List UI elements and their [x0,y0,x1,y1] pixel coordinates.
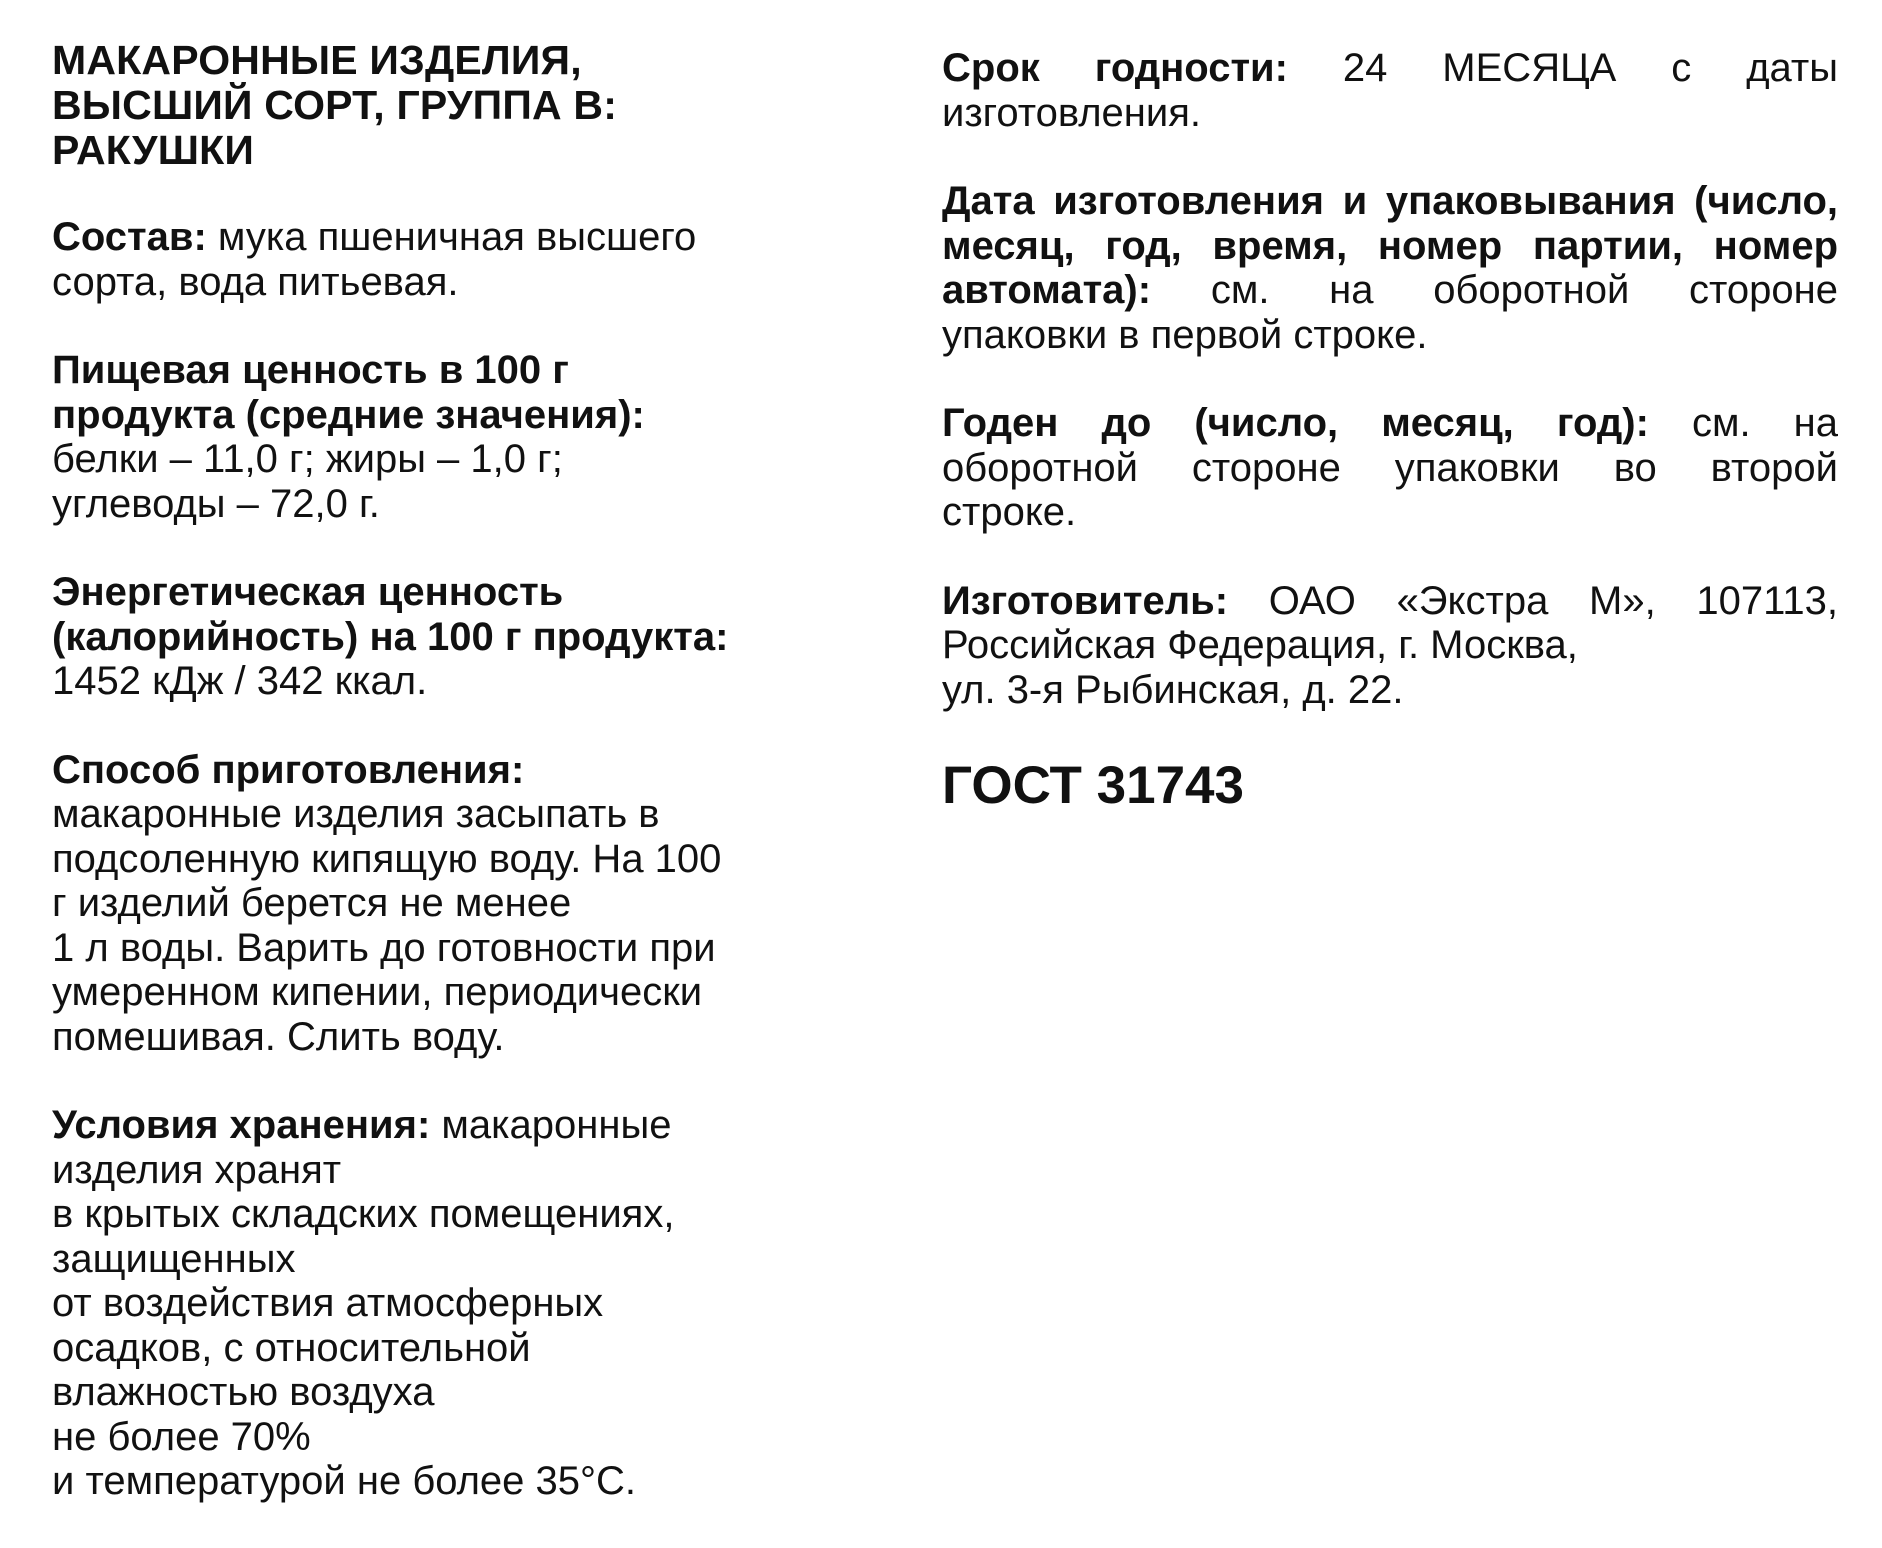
preparation-section [52,748,822,1060]
composition-label: Состав: [52,215,207,259]
preparation-text: умеренном кипении, периодически [52,970,703,1014]
nutrition-values: углеводы – 72,0 г. [52,481,380,526]
preparation-text: 1 л воды. Варить до готовности при [52,925,716,970]
manufacture-date-label: автомата): [942,268,1152,312]
storage-label: Условия хранения: [52,1103,431,1147]
manufacturer-section [942,579,1838,713]
storage-text: от воздействия атмосферных [52,1281,604,1325]
right-column [942,46,1838,816]
storage-text: влажностью воздуха [52,1370,435,1414]
manufacture-date-text: см. на оборотной стороне [1151,268,1838,312]
best-before-section [942,401,1838,535]
preparation-text: макаронные изделия засыпать в [52,792,660,836]
best-before-text: оборотной стороне упаковки во второй [942,445,1838,490]
manufacture-date-text: упаковки в первой строке. [942,312,1428,357]
energy-label: (калорийность) на 100 г продукта: [52,614,729,659]
storage-text: в крытых складских помещениях, [52,1192,675,1236]
shelf-life-label: Срок годности: [942,46,1288,90]
manufacture-date-label: месяц, год, время, номер партии, номер [942,223,1838,268]
preparation-label: Способ приготовления: [52,747,525,792]
manufacture-date-label: Дата изготовления и упаковывания (число, [942,179,1838,223]
energy-section [52,570,822,704]
gost-standard: ГОСТ 31743 [942,756,1245,815]
energy-value: 1452 кДж / 342 ккал. [52,659,428,703]
composition-section [52,215,822,304]
shelf-life-section [942,46,1838,135]
storage-text: не более 70% [52,1414,311,1459]
storage-text: и температурой не более 35°С. [52,1459,637,1503]
manufacture-date-section [942,179,1838,357]
best-before-text: строке. [942,490,1077,534]
manufacturer-text: ул. 3-я Рыбинская, д. 22. [942,667,1404,712]
preparation-text: помешивая. Слить воду. [52,1014,505,1059]
shelf-life-text: изготовления. [942,90,1202,135]
storage-text: защищенных [52,1236,296,1281]
preparation-text: г изделий берется не менее [52,881,572,925]
composition-text: сорта, вода питьевая. [52,259,459,304]
storage-section [52,1103,822,1504]
storage-text: макаронные [430,1103,672,1147]
product-title [52,38,822,173]
left-column [52,38,822,1548]
manufacturer-label: Изготовитель: [942,578,1229,623]
nutrition-values: белки – 11,0 г; жиры – 1,0 г; [52,437,563,481]
shelf-life-text: 24 МЕСЯЦА с даты [1287,46,1838,90]
nutrition-label: продукта (средние значения): [52,392,645,437]
manufacturer-text: Российская Федерация, г. Москва, [942,623,1578,667]
manufacturer-text: ОАО «Экстра М», 107113, [1228,578,1838,623]
preparation-text: подсоленную кипящую воду. На 100 [52,836,722,881]
nutrition-section [52,348,822,526]
energy-label: Энергетическая ценность [52,570,564,614]
storage-text: осадков, с относительной [52,1325,531,1370]
best-before-label: Годен до (число, месяц, год): [942,401,1649,445]
product-title-line: МАКАРОННЫЕ ИЗДЕЛИЯ, [52,37,582,83]
storage-text: изделия хранят [52,1147,342,1192]
composition-text: мука пшеничная высшего [206,215,697,259]
best-before-text: см. на [1648,401,1838,445]
product-title-line: РАКУШКИ [52,127,254,173]
nutrition-label: Пищевая ценность в 100 г [52,348,569,392]
product-title-line: ВЫСШИЙ СОРТ, ГРУППА В: [52,82,618,128]
